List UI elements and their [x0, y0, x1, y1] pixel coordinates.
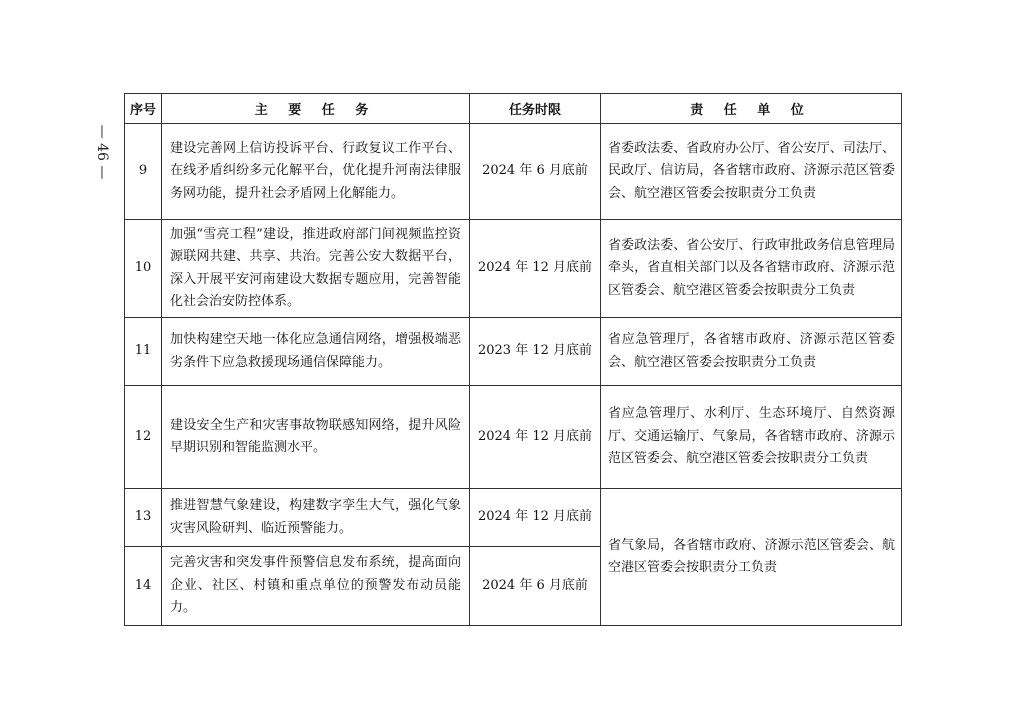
table-row [125, 318, 902, 386]
table-row [125, 124, 902, 220]
row-responsible: 省应急管理厅，各省辖市政府、济源示范区管委会、航空港区管委会按职责分工负责 [601, 318, 902, 386]
row-task: 加快构建空天地一体化应急通信网络，增强极端恶劣条件下应急救援现场通信保障能力。 [162, 318, 470, 386]
row-responsible: 省气象局，各省辖市政府、济源示范区管委会、航空港区管委会按职责分工负责 [601, 489, 902, 626]
row-task: 建设安全生产和灾害事故物联感知网络，提升风险早期识别和智能监测水平。 [162, 386, 470, 489]
row-task: 完善灾害和突发事件预警信息发布系统，提高面向企业、社区、村镇和重点单位的预警发布动员能力。 [162, 547, 470, 626]
row-responsible: 省委政法委、省公安厅、行政审批政务信息管理局牵头，省直相关部门以及各省辖市政府、济源示范区管委会、航空港区管委会按职责分工负责 [601, 220, 902, 318]
header-no: 序号 [125, 94, 162, 124]
header-responsible: 责 任 单 位 [601, 94, 902, 124]
row-number: 9 [125, 124, 162, 220]
row-deadline: 2024 年 12 月底前 [470, 220, 601, 318]
row-deadline: 2024 年 12 月底前 [470, 489, 601, 547]
header-deadline: 任务时限 [470, 94, 601, 124]
row-deadline: 2024 年 12 月底前 [470, 386, 601, 489]
row-number: 14 [125, 547, 162, 626]
header-task: 主 要 任 务 [162, 94, 470, 124]
row-number: 10 [125, 220, 162, 318]
row-number: 12 [125, 386, 162, 489]
row-number: 13 [125, 489, 162, 547]
row-task: 推进智慧气象建设，构建数字孪生大气，强化气象灾害风险研判、临近预警能力。 [162, 489, 470, 547]
row-responsible: 省委政法委、省政府办公厅、省公安厅、司法厅、民政厅、信访局，各省辖市政府、济源示范区管委会、航空港区管委会按职责分工负责 [601, 124, 902, 220]
row-number: 11 [125, 318, 162, 386]
header-row [125, 94, 902, 124]
row-task: 建设完善网上信访投诉平台、行政复议工作平台、在线矛盾纠纷多元化解平台，优化提升河南法律服务网功能，提升社会矛盾网上化解能力。 [162, 124, 470, 220]
row-responsible: 省应急管理厅、水利厅、生态环境厅、自然资源厅、交通运输厅、气象局，各省辖市政府、济源示范区管委会、航空港区管委会按职责分工负责 [601, 386, 902, 489]
table-row [125, 220, 902, 318]
task-table [124, 93, 902, 626]
row-deadline: 2024 年 6 月底前 [470, 547, 601, 626]
table-row [125, 386, 902, 489]
row-deadline: 2023 年 12 月底前 [470, 318, 601, 386]
row-deadline: 2024 年 6 月底前 [470, 124, 601, 220]
row-task: 加强“雪亮工程”建设，推进政府部门间视频监控资源联网共建、共享、共治。完善公安大数据平台，深入开展平安河南建设大数据专题应用，完善智能化社会治安防控体系。 [162, 220, 470, 318]
page-number: — 46 — [94, 124, 110, 180]
table-row [125, 489, 902, 547]
